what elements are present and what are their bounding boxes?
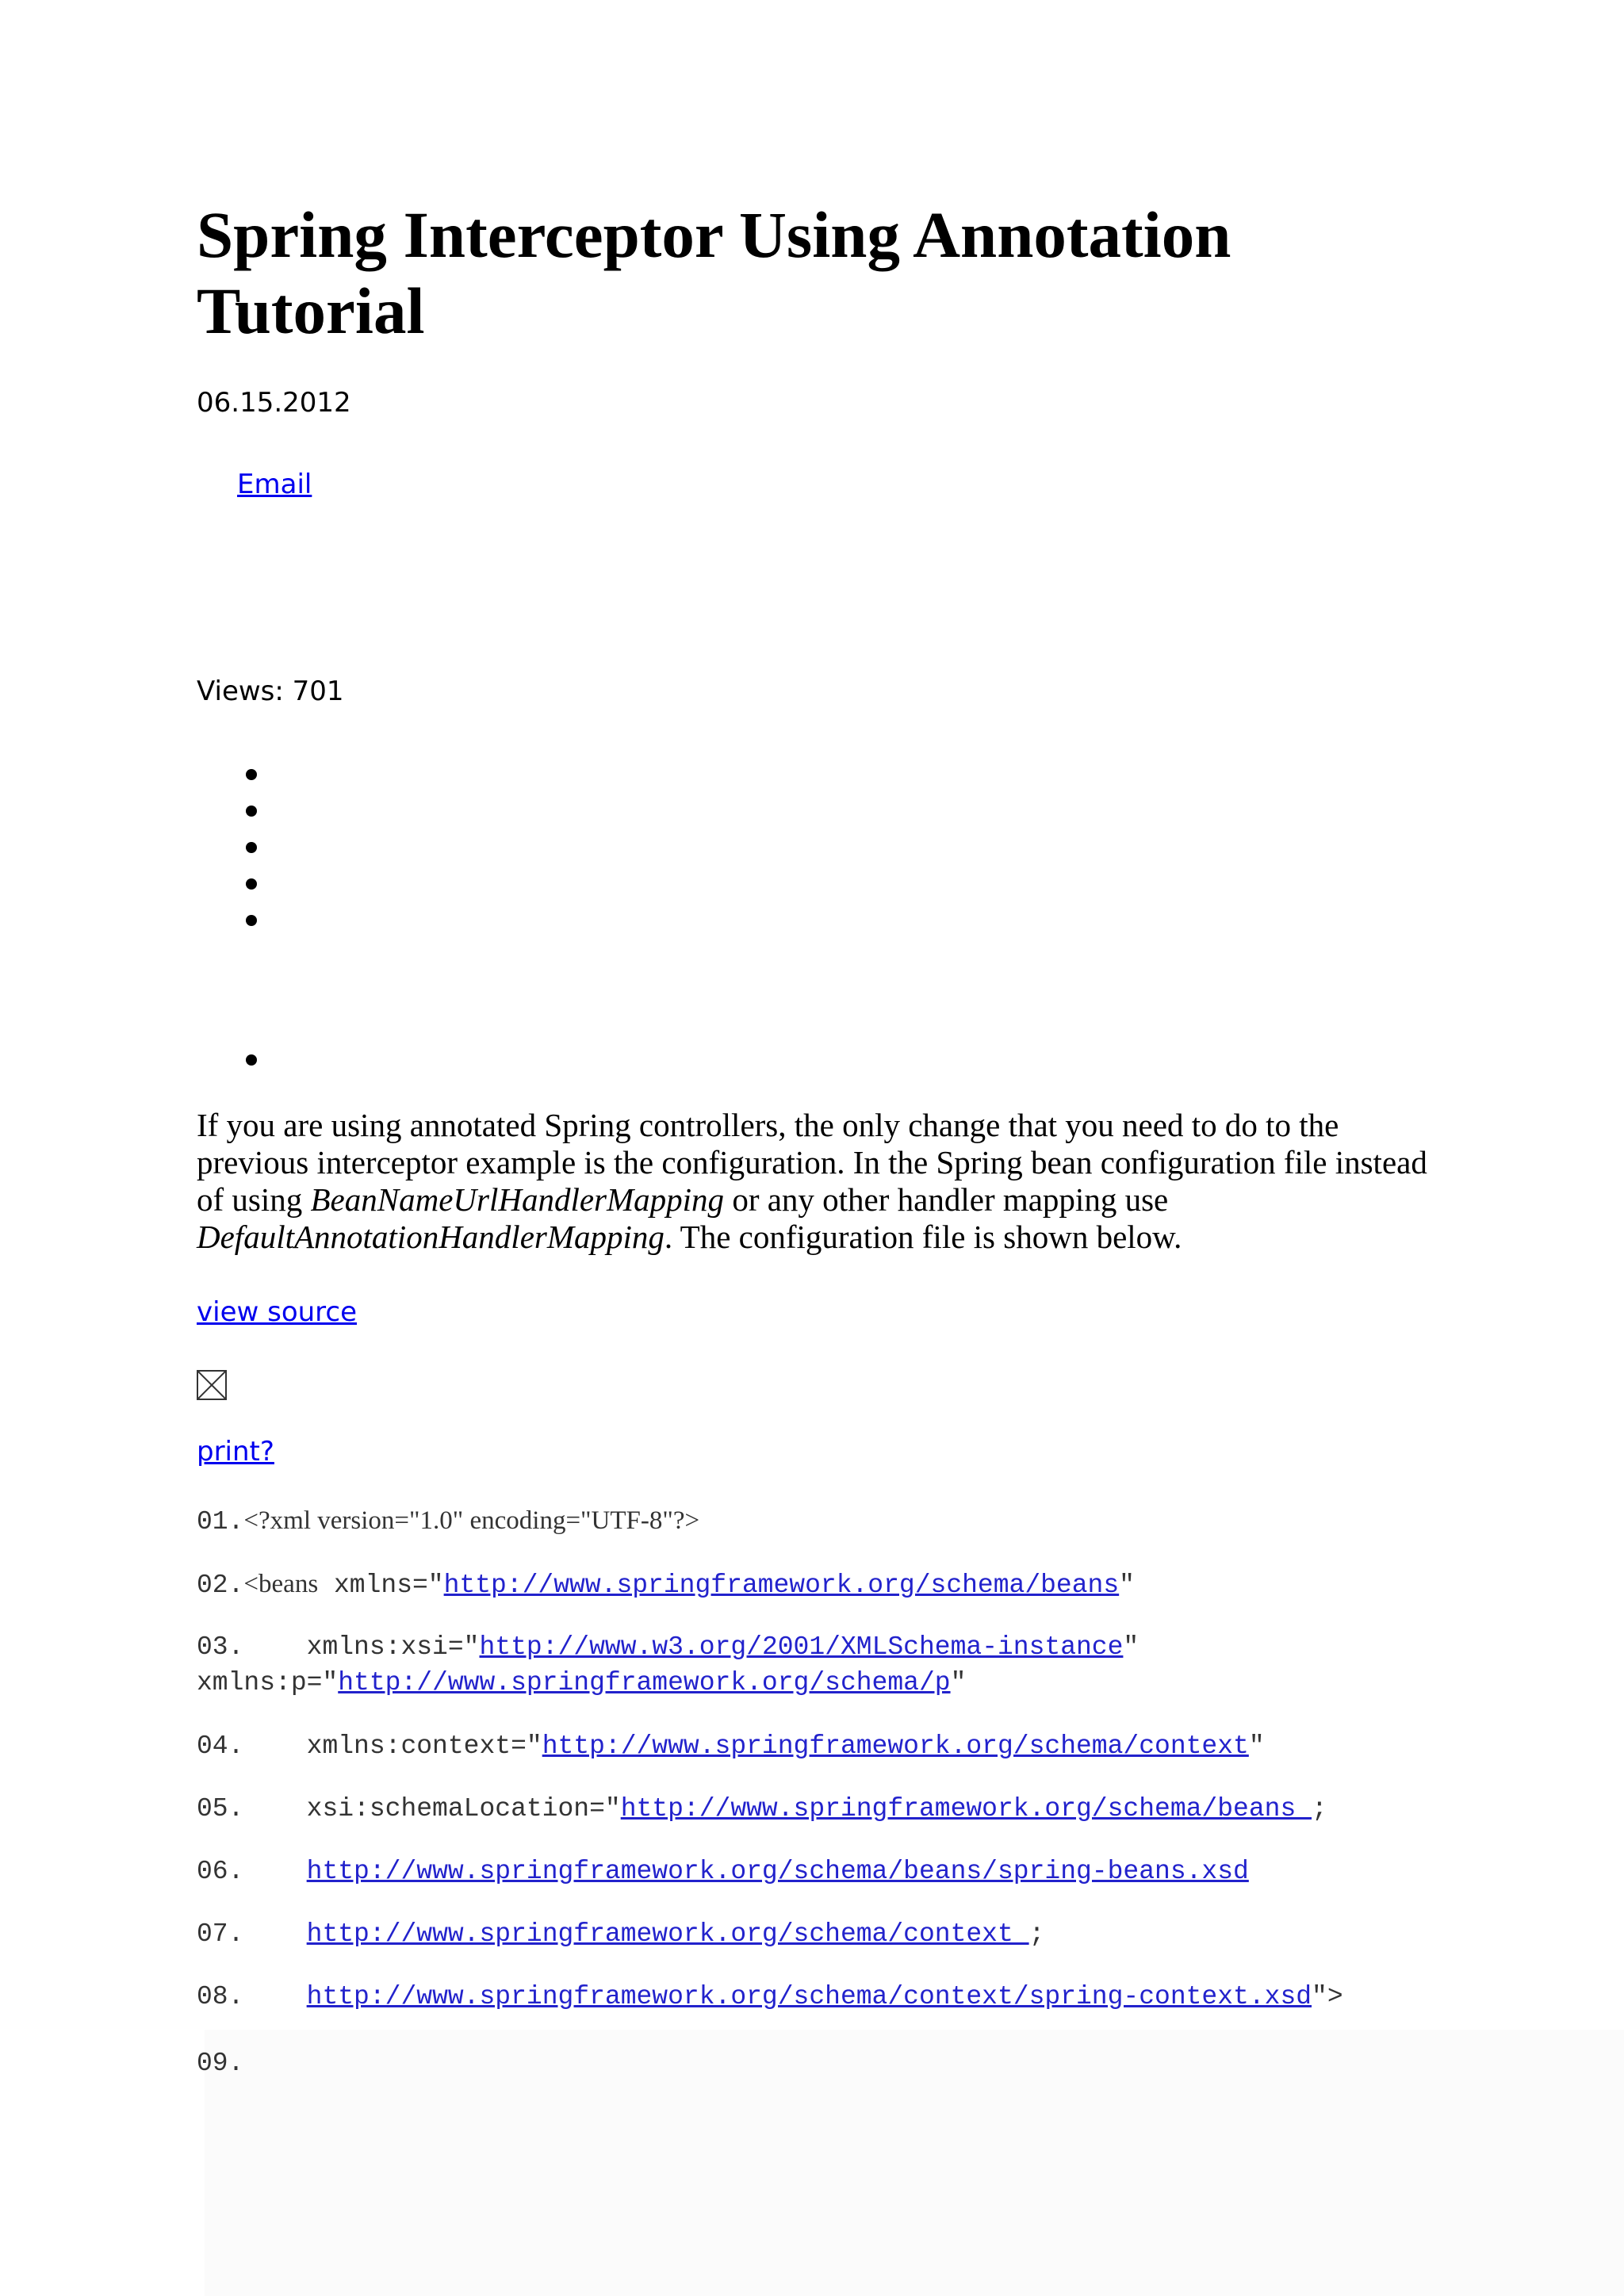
page-title: Spring Interceptor Using Annotation Tutorial (197, 198, 1231, 347)
code-line-01: 01.<?xml version="1.0" encoding="UTF-8"?> (197, 1506, 700, 1536)
share-list-bullet (246, 1054, 257, 1066)
code-url-link[interactable]: http://www.springframework.org/schema/beans (620, 1794, 1312, 1823)
code-url-link[interactable]: http://www.springframework.org/schema/p (338, 1668, 951, 1697)
share-list-bullet (246, 878, 257, 890)
code-block-background (205, 2030, 1624, 2296)
code-url-link[interactable]: http://www.springframework.org/schema/context/spring-context.xsd (306, 1982, 1312, 2011)
code-url-link[interactable]: http://www.w3.org/2001/XMLSchema-instance (479, 1632, 1124, 1662)
view-source-link[interactable]: view source (197, 1296, 358, 1328)
broken-image-icon (197, 1370, 227, 1400)
code-line-07: 07. http://www.springframework.org/schema/context ; (197, 1919, 1045, 1949)
share-list-bullet (246, 915, 257, 926)
share-list-bullet (246, 769, 257, 780)
code-line-05: 05. xsi:schemaLocation="http://www.springframework.org/schema/beans ; (197, 1794, 1327, 1823)
publish-date: 06.15.2012 (197, 387, 351, 419)
code-line-03: 03. xmlns:xsi="http://www.w3.org/2001/XMLSchema-instance" xmlns:p="http://www.springframework.org/schema/p" (197, 1632, 1139, 1697)
code-url-link[interactable]: http://www.springframework.org/schema/beans (443, 1571, 1120, 1600)
code-line-08: 08. http://www.springframework.org/schema/context/spring-context.xsd"> (197, 1982, 1343, 2011)
code-line-09: 09. (197, 2049, 244, 2078)
share-list-bullet (246, 842, 257, 853)
code-url-link[interactable]: http://www.springframework.org/schema/beans/spring-beans.xsd (306, 1857, 1249, 1886)
code-url-link[interactable]: http://www.springframework.org/schema/context (306, 1919, 1029, 1949)
code-url-link[interactable]: http://www.springframework.org/schema/context (542, 1732, 1249, 1761)
share-list-bullet (246, 806, 257, 817)
email-link[interactable]: Email (237, 469, 312, 500)
code-line-06: 06. http://www.springframework.org/schema/beans/spring-beans.xsd (197, 1857, 1249, 1886)
print-link[interactable]: print? (197, 1436, 274, 1468)
code-line-02: 02.<beans xmlns="http://www.springframework.org/schema/beans" (197, 1570, 1135, 1600)
intro-paragraph: If you are using annotated Spring controllers, the only change that you need to do to the previous interceptor example is the configuration. In the Spring bean configuration file instead of using BeanNameUrlHandlerMapping or any other handler mapping use DefaultAnnotationHandlerMapping. The configuration file is shown below. (197, 1107, 1427, 1255)
code-line-04: 04. xmlns:context="http://www.springframework.org/schema/context" (197, 1732, 1265, 1761)
view-count: Views: 701 (197, 675, 344, 707)
